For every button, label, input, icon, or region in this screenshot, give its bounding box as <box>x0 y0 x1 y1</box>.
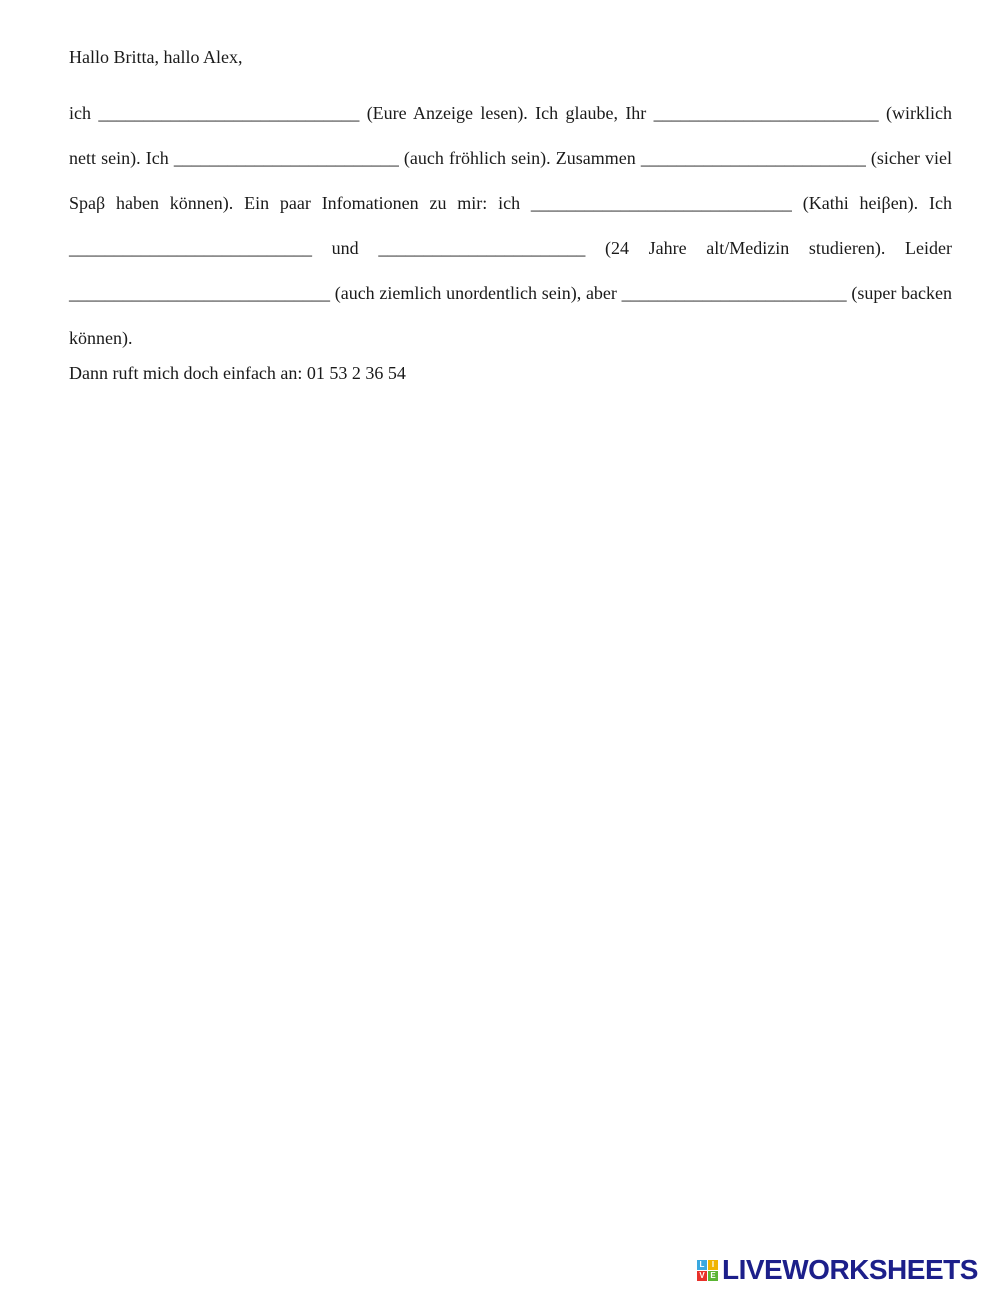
blank-1[interactable]: _____________________________ <box>98 103 360 123</box>
text-segment: und <box>312 238 379 258</box>
text-segment: (Eure Anzeige lesen). Ich glaube, Ihr <box>359 103 654 123</box>
text-segment: (auch fröhlich sein). Zusammen <box>398 148 641 168</box>
liveworksheets-logo-icon <box>697 1260 718 1281</box>
logo-tile-v: V <box>697 1271 707 1281</box>
letter-body <box>69 91 952 361</box>
blank-9[interactable]: _________________________ <box>621 283 847 303</box>
text-segment: (24 Jahre alt/Medizin studieren). Leider <box>585 238 952 258</box>
logo-tile-l: L <box>697 1260 707 1270</box>
text-segment: (Kathi heiβen). Ich <box>791 193 952 213</box>
blank-4[interactable]: _________________________ <box>640 148 866 168</box>
logo-tile-i: I <box>708 1260 718 1270</box>
text-segment: (super backen können). <box>69 283 952 348</box>
letter-closing: Dann ruft mich doch einfach an: 01 53 2 36 54 <box>69 363 406 383</box>
text-segment: (wirklich nett sein). Ich <box>69 103 952 168</box>
text-segment: (auch ziemlich unordentlich sein), aber <box>330 283 622 303</box>
text-segment: (sicher viel Spaβ haben können). Ein paar Infomationen zu mir: ich <box>69 148 953 213</box>
liveworksheets-logo <box>697 1255 978 1285</box>
blank-7[interactable]: _______________________ <box>378 238 586 258</box>
text-segment: ich <box>69 103 99 123</box>
blank-6[interactable]: ___________________________ <box>69 238 312 258</box>
blank-8[interactable]: _____________________________ <box>69 283 330 303</box>
logo-text: LIVEWORKSHEETS <box>722 1254 978 1285</box>
blank-3[interactable]: _________________________ <box>173 148 399 168</box>
letter-greeting: Hallo Britta, hallo Alex, <box>69 47 243 67</box>
logo-tile-e: E <box>708 1271 718 1281</box>
blank-5[interactable]: _____________________________ <box>530 193 792 213</box>
blank-2[interactable]: _________________________ <box>653 103 879 123</box>
